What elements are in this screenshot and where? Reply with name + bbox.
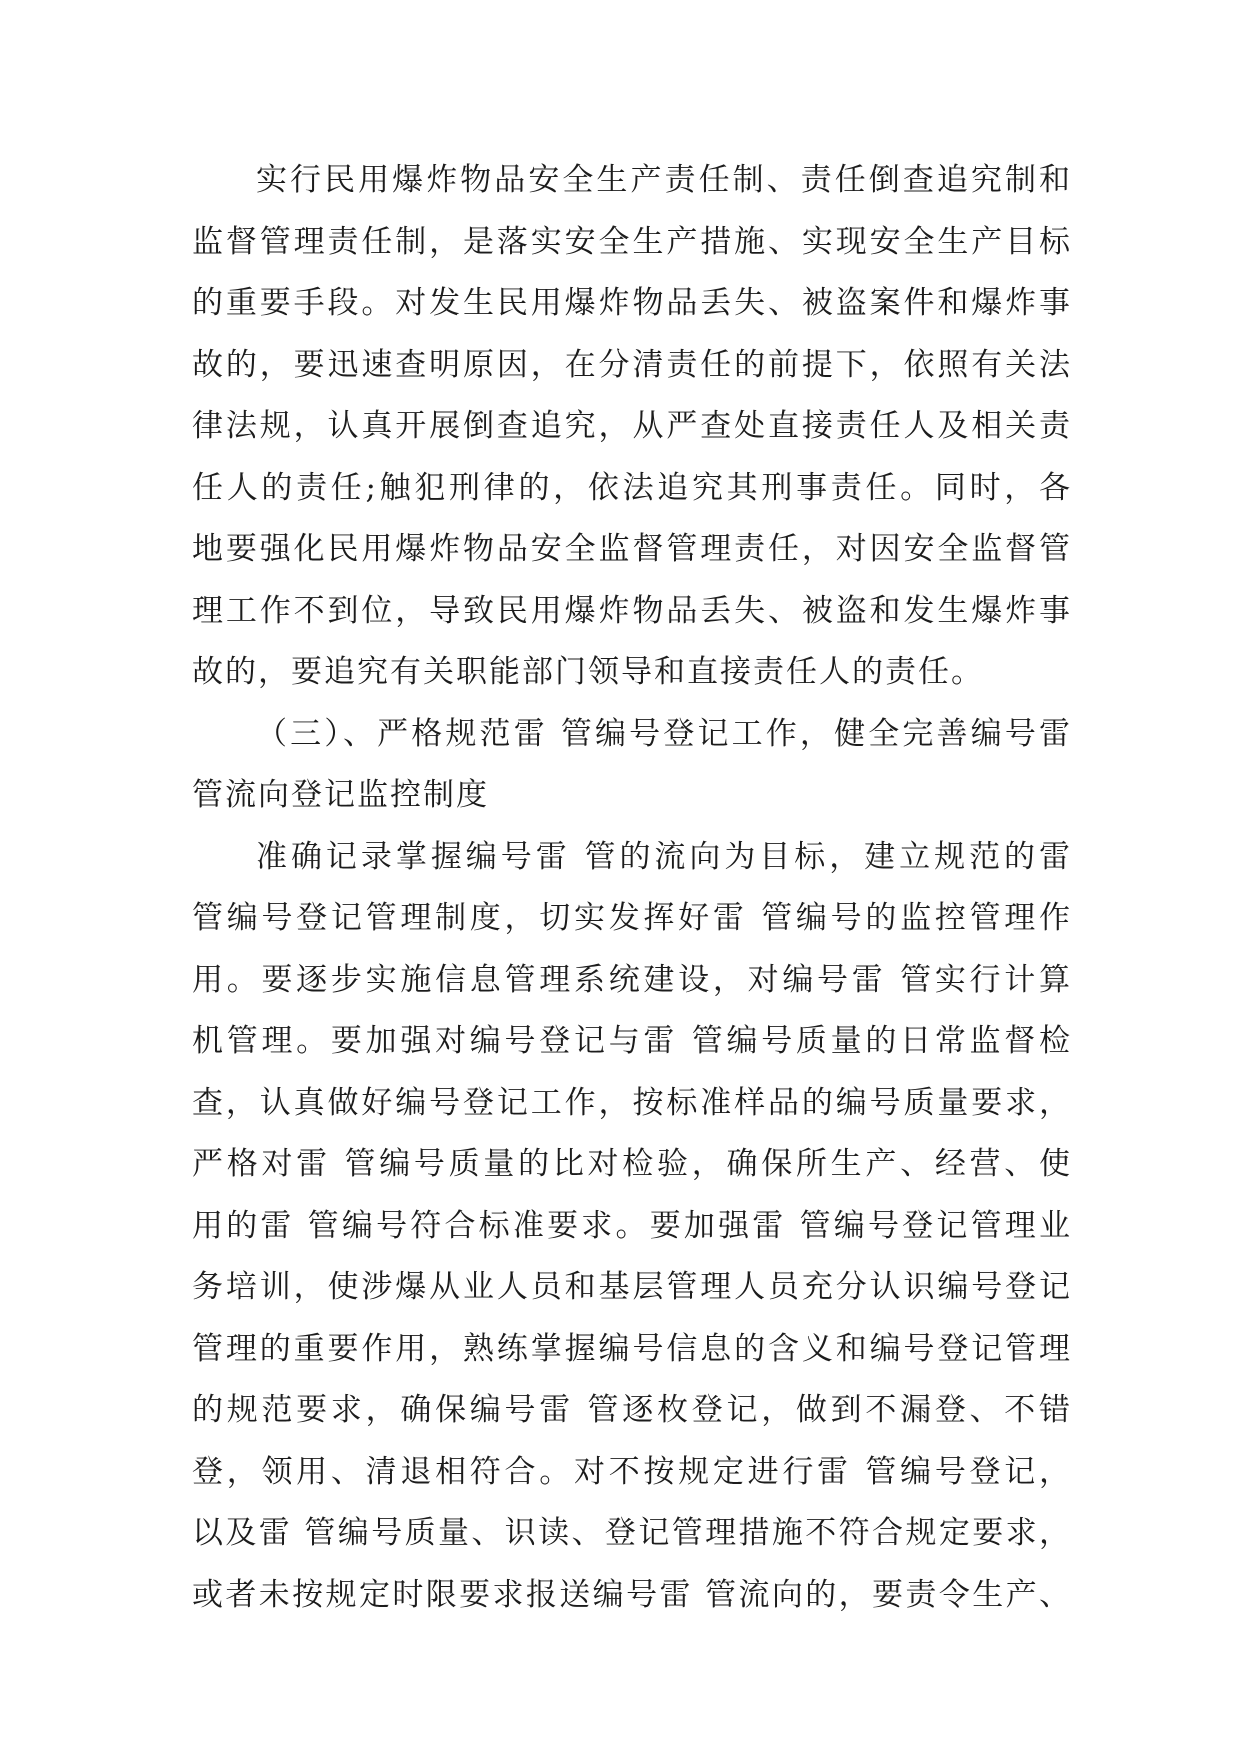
paragraph-line: 实行民用爆炸物品安全生产责任制、责任倒查追究制和 [256, 162, 1072, 198]
paragraph-line: 用的雷 管编号符合标准要求。要加强雷 管编号登记管理业 [192, 1207, 1072, 1244]
paragraph-line: 监督管理责任制，是落实安全生产措施、实现安全生产目标 [192, 223, 1072, 260]
paragraph-line: 管编号登记管理制度，切实发挥好雷 管编号的监控管理作 [192, 900, 1072, 936]
paragraph-line: 管理的重要作用，熟练掌握编号信息的含义和编号登记管理 [192, 1330, 1072, 1367]
paragraph-line: 用。要逐步实施信息管理系统建设，对编号雷 管实行计算 [192, 961, 1072, 998]
paragraph-line: 登，领用、清退相符合。对不按规定进行雷 管编号登记， [192, 1453, 1072, 1490]
paragraph-line: 理工作不到位，导致民用爆炸物品丢失、被盗和发生爆炸事 [192, 592, 1072, 629]
paragraph-line: 地要强化民用爆炸物品安全监督管理责任，对因安全监督管 [192, 531, 1072, 567]
paragraph-line: 的规范要求，确保编号雷 管逐枚登记，做到不漏登、不错 [192, 1392, 1072, 1428]
paragraph-line: 律法规，认真开展倒查追究，从严查处直接责任人及相关责 [192, 408, 1072, 444]
paragraph-line: 故的，要迅速查明原因，在分清责任的前提下，依照有关法 [192, 346, 1072, 383]
paragraph-line: 以及雷 管编号质量、识读、登记管理措施不符合规定要求， [192, 1515, 1072, 1551]
paragraph-line: 机管理。要加强对编号登记与雷 管编号质量的日常监督检 [192, 1023, 1072, 1059]
paragraph-line: 严格对雷 管编号质量的比对检验，确保所生产、经营、使 [192, 1146, 1072, 1182]
section-heading-line: （三）、严格规范雷 管编号登记工作，健全完善编号雷 [256, 715, 1072, 752]
paragraph-line: 任人的责任;触犯刑律的，依法追究其刑事责任。同时，各 [192, 469, 1072, 506]
paragraph-line: 或者未按规定时限要求报送编号雷 管流向的，要责令生产、 [192, 1576, 1072, 1613]
paragraph-line: 准确记录掌握编号雷 管的流向为目标，建立规范的雷 [256, 838, 1072, 875]
paragraph-line: 的重要手段。对发生民用爆炸物品丢失、被盗案件和爆炸事 [192, 285, 1072, 321]
paragraph-line: 查，认真做好编号登记工作，按标准样品的编号质量要求， [192, 1084, 1072, 1121]
paragraph-line: 故的，要追究有关职能部门领导和直接责任人的责任。 [192, 654, 984, 690]
paragraph-line: 务培训，使涉爆从业人员和基层管理人员充分认识编号登记 [192, 1269, 1072, 1305]
body-text [192, 157, 1072, 1633]
section-heading-line: 管流向登记监控制度 [192, 777, 489, 813]
